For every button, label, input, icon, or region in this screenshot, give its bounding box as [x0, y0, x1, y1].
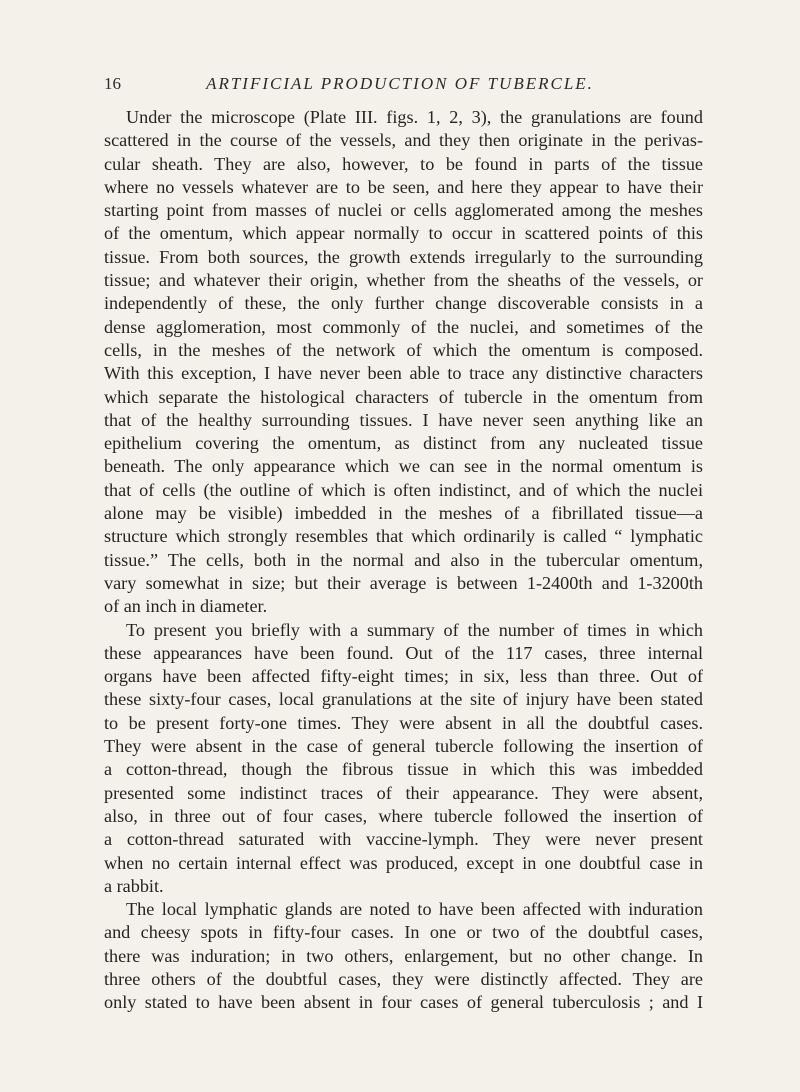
text-line: tissue. From both sources, the growth extends irregularly to the surrounding	[104, 246, 703, 267]
text-line: a rabbit.	[104, 875, 164, 896]
text-line: and cheesy spots in fifty-four cases. In one or two of the doubtful cases,	[104, 922, 703, 943]
text-line: where no vessels whatever are to be seen, and here they appear to have their	[104, 176, 703, 197]
text-line: starting point from masses of nuclei or cells agglomerated among the meshes	[104, 200, 703, 221]
text-line: structure which strongly resembles that which ordinarily is called “ lymphatic	[104, 526, 703, 547]
text-line: beneath. The only appearance which we can see in the normal omentum is	[104, 456, 703, 477]
text-line: only stated to have been absent in four cases of general tuberculosis ; and I	[104, 992, 703, 1013]
text-line: these sixty-four cases, local granulations at the site of injury have been stated	[104, 689, 703, 710]
text-line: three others of the doubtful cases, they were distinctly affected. They are	[104, 968, 703, 989]
text-line: alone may be visible) imbedded in the meshes of a fibrillated tissue—a	[104, 503, 703, 524]
page-number: 16	[104, 74, 121, 93]
text-line: also, in three out of four cases, where tubercle followed the insertion of	[104, 805, 703, 826]
text-line: epithelium covering the omentum, as distinct from any nucleated tissue	[104, 433, 703, 454]
text-line: when no certain internal effect was produced, except in one doubtful case in	[104, 852, 703, 873]
body-text	[104, 106, 703, 1015]
text-line: that of cells (the outline of which is often indistinct, and of which the nuclei	[104, 479, 703, 500]
running-title: ARTIFICIAL PRODUCTION OF TUBERCLE.	[206, 74, 594, 93]
text-line: independently of these, the only further change discoverable consists in a	[104, 293, 703, 314]
text-line: scattered in the course of the vessels, and they then originate in the perivas-	[104, 130, 703, 151]
text-line: organs have been affected fifty-eight times; in six, less than three. Out of	[104, 666, 703, 687]
text-line: Under the microscope (Plate III. figs. 1, 2, 3), the granulations are found	[126, 107, 703, 127]
text-line: cular sheath. They are also, however, to be found in parts of the tissue	[104, 153, 703, 174]
text-line: that of the healthy surrounding tissues. I have never seen anything like an	[104, 409, 703, 430]
text-line: a cotton-thread saturated with vaccine-lymph. They were never present	[104, 829, 703, 850]
text-line: presented some indistinct traces of their appearance. They were absent,	[104, 782, 703, 803]
text-line: The local lymphatic glands are noted to have been affected with induration	[126, 899, 703, 920]
text-line: to be present forty-one times. They were absent in all the doubtful cases.	[104, 712, 703, 733]
text-line: dense agglomeration, most commonly of the nuclei, and sometimes of the	[104, 316, 703, 337]
text-line: With this exception, I have never been able to trace any distinctive characters	[104, 363, 703, 384]
page-header	[96, 74, 704, 98]
text-line: of an inch in diameter.	[104, 596, 268, 617]
text-line: To present you briefly with a summary of the number of times in which	[126, 619, 703, 640]
text-line: of the omentum, which appear normally to occur in scattered points of this	[104, 223, 703, 244]
text-line: there was induration; in two others, enlargement, but no other change. In	[104, 945, 703, 966]
text-line: cells, in the meshes of the network of which the omentum is composed.	[104, 339, 703, 360]
text-line: these appearances have been found. Out of the 117 cases, three internal	[104, 642, 703, 663]
text-line: tissue; and whatever their origin, whether from the sheaths of the vessels, or	[104, 270, 703, 291]
text-line: vary somewhat in size; but their average is between 1-2400th and 1-3200th	[104, 572, 703, 593]
text-line: tissue.” The cells, both in the normal and also in the tubercular omentum,	[104, 549, 703, 570]
text-line: which separate the histological characters of tubercle in the omentum from	[104, 386, 703, 407]
text-line: a cotton-thread, though the fibrous tissue in which this was imbedded	[104, 759, 703, 780]
text-line: They were absent in the case of general tubercle following the insertion of	[104, 736, 703, 757]
